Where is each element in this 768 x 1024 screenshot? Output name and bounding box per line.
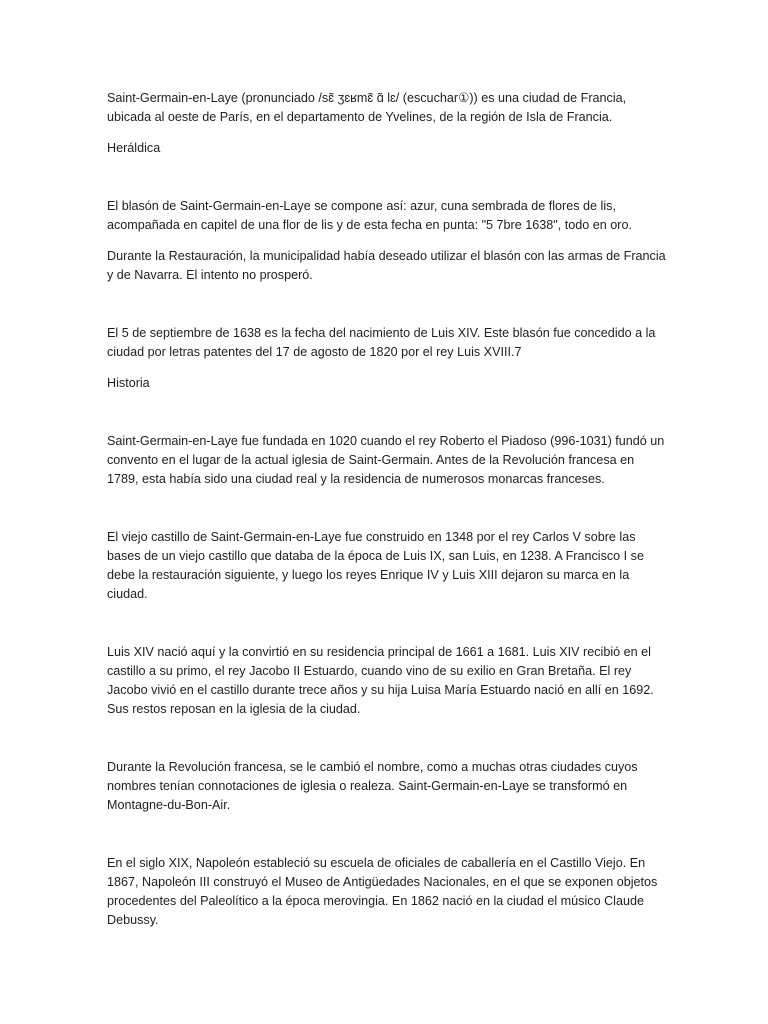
intro-paragraph: Saint-Germain-en-Laye (pronunciado /sɛ̃ ʒɛʁmɛ̃ ɑ̃ lɛ/ (escuchar①)) es una ciudad de Francia, ubicada al oeste de París, en el departamento de Yvelines, de la región de Isla de Francia. [107, 91, 627, 124]
spacer [107, 362, 667, 374]
document-body [107, 89, 667, 930]
heraldica-paragraph-2: Durante la Restauración, la municipalidad había deseado utilizar el blasón con las armas de Francia y de Navarra. El intento no prosperó. [107, 249, 666, 282]
heading-historia: Historia [107, 376, 150, 390]
spacer [107, 285, 667, 324]
spacer [107, 393, 667, 432]
spacer [107, 127, 667, 139]
historia-paragraph-4: Durante la Revolución francesa, se le cambió el nombre, como a muchas otras ciudades cuyos nombres tenían connotaciones de iglesia o realeza. Saint-Germain-en-Laye se transformó en Montagne-du-Bon-Air. [107, 760, 638, 812]
historia-paragraph-3: Luis XIV nació aquí y la convirtió en su residencia principal de 1661 a 1681. Luis XIV recibió en el castillo a su primo, el rey Jacobo II Estuardo, cuando vino de su exilio en Gran Bretaña. El rey Jacobo vivió en el castillo durante trece años y su hija Luisa María Estuardo nació en allí en 1692. Sus restos reposan en la iglesia de la ciudad. [107, 645, 654, 716]
spacer [107, 815, 667, 854]
historia-paragraph-5: En el siglo XIX, Napoleón estableció su escuela de oficiales de caballería en el Castillo Viejo. En 1867, Napoleón III construyó el Museo de Antigüedades Nacionales, en el que se exponen objetos procedentes del Paleolítico a la época merovingia. En 1862 nació en la ciudad el músico Claude Debussy. [107, 856, 658, 927]
historia-paragraph-1: Saint-Germain-en-Laye fue fundada en 1020 cuando el rey Roberto el Piadoso (996-1031) fundó un convento en el lugar de la actual iglesia de Saint-Germain. Antes de la Revolución francesa en 1789, esta había sido una ciudad real y la residencia de numerosos monarcas franceses. [107, 434, 665, 486]
historia-paragraph-2: El viejo castillo de Saint-Germain-en-Laye fue construido en 1348 por el rey Carlos V sobre las bases de un viejo castillo que databa de la época de Luis IX, san Luis, en 1238. A Francisco I se debe la restauración siguiente, y luego los reyes Enrique IV y Luis XIII dejaron su marca en la ciudad. [107, 530, 644, 601]
heraldica-paragraph-3: El 5 de septiembre de 1638 es la fecha del nacimiento de Luis XIV. Este blasón fue concedido a la ciudad por letras patentes del 17 de agosto de 1820 por el rey Luis XVIII.7 [107, 326, 656, 359]
spacer [107, 719, 667, 758]
spacer [107, 489, 667, 528]
heraldica-paragraph-1: El blasón de Saint-Germain-en-Laye se compone así: azur, cuna sembrada de flores de lis, acompañada en capitel de una flor de lis y de esta fecha en punta: "5 7bre 1638", todo en oro. [107, 199, 632, 232]
heading-heraldica: Heráldica [107, 141, 161, 155]
spacer [107, 158, 667, 197]
spacer [107, 235, 667, 247]
spacer [107, 604, 667, 643]
